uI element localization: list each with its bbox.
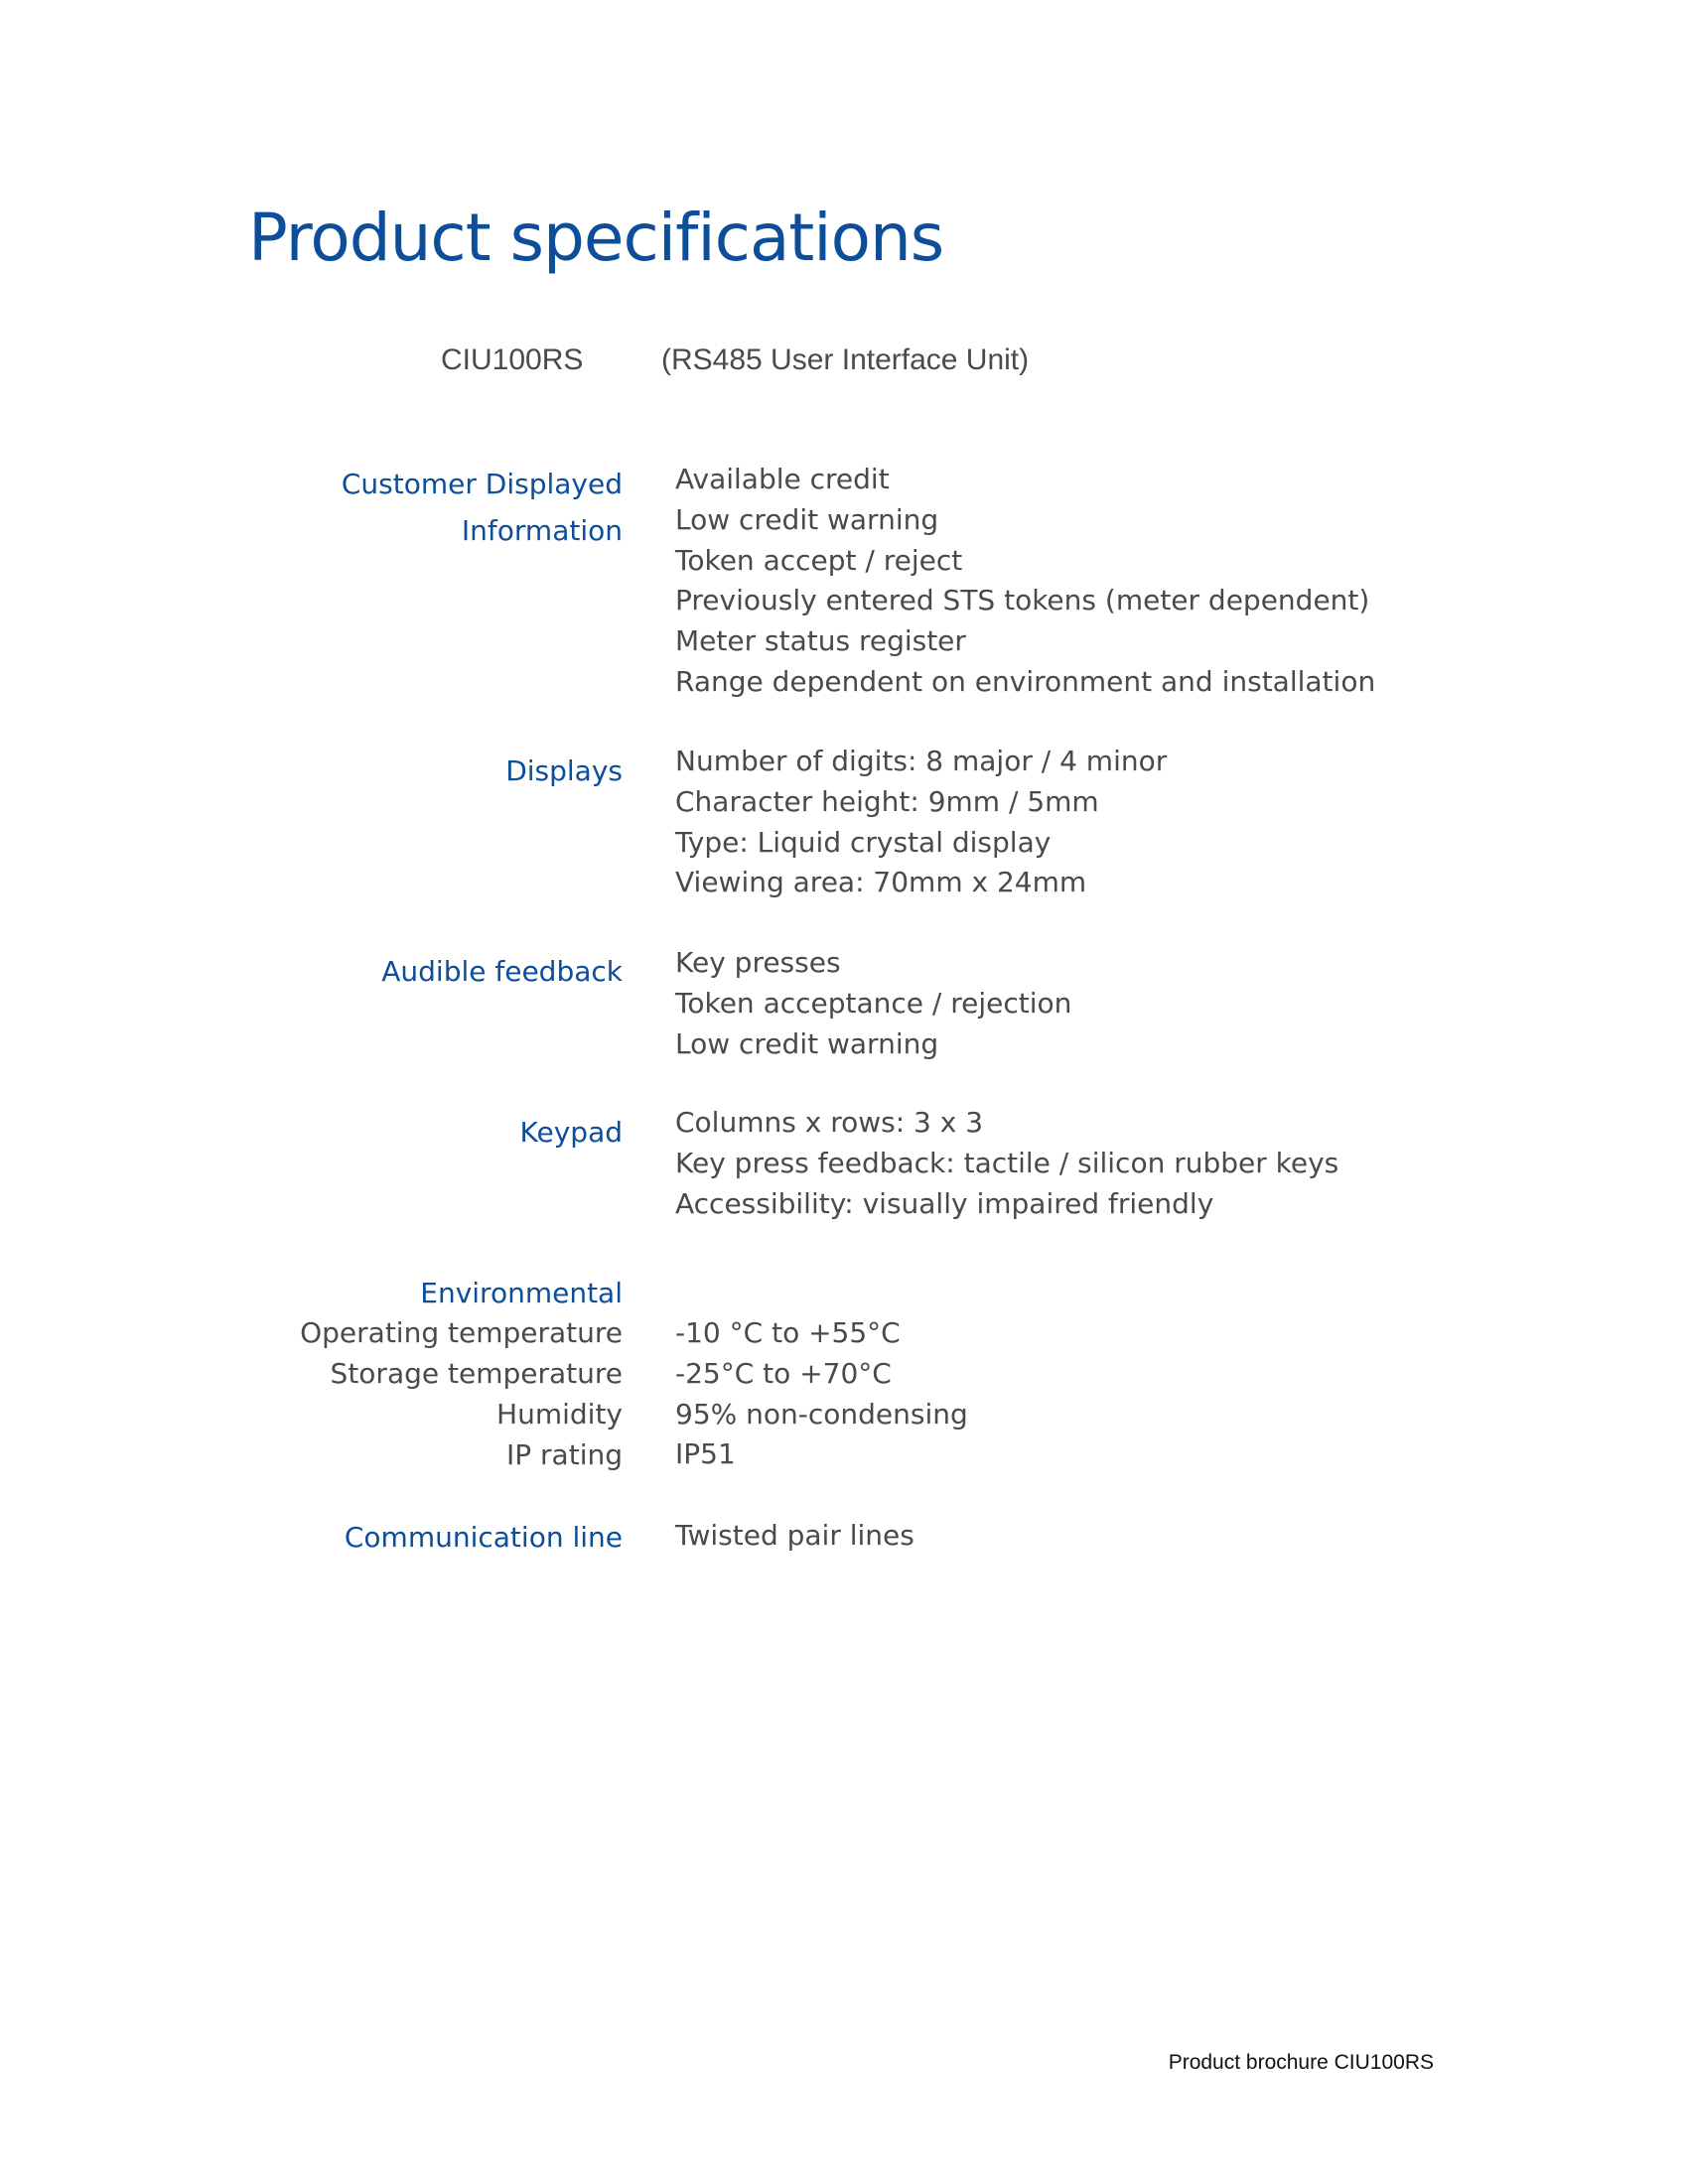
audible-feedback-value: Key presses [675,946,841,979]
displays-value: Number of digits: 8 major / 4 minor [675,745,1168,777]
displays-value: Character height: 9mm / 5mm [675,784,1099,818]
audible-feedback-value: Token acceptance / rejection [675,986,1072,1020]
storage-temperature-value: -25°C to +70°C [675,1356,892,1390]
communication-line-values [675,1516,914,1557]
communication-line-label: Communication line [344,1521,623,1554]
customer-info-value: Previously entered STS tokens (meter dependent) [675,584,1370,617]
storage-temperature-label: Storage temperature [330,1357,623,1390]
environmental-values [675,1313,968,1475]
customer-info-value: Available credit [675,463,890,495]
customer-info-value: Range dependent on environment and installation [675,664,1376,698]
audible-feedback-value: Low credit warning [675,1026,939,1060]
operating-temperature-label: Operating temperature [300,1316,623,1349]
customer-info-label-line1: Customer Displayed [341,468,623,500]
customer-info-value: Low credit warning [675,502,939,536]
displays-label: Displays [505,754,623,787]
model-code: CIU100RS [441,343,584,376]
humidity-value: 95% non-condensing [675,1397,968,1431]
audible-feedback-values [675,943,1071,1064]
keypad-value: Key press feedback: tactile / silicon rubber keys [675,1146,1339,1179]
displays-value: Viewing area: 70mm x 24mm [675,866,1087,899]
operating-temperature-value: -10 °C to +55°C [675,1316,901,1349]
keypad-value: Columns x rows: 3 x 3 [675,1106,984,1139]
customer-info-value: Meter status register [675,624,966,658]
displays-values [675,742,1167,903]
page-title: Product specifications [248,200,944,276]
ip-rating-value: IP51 [675,1437,736,1471]
humidity-label: Humidity [496,1398,623,1431]
customer-info-label-line2: Information [461,514,623,547]
customer-info-values [675,460,1375,703]
customer-info-value: Token accept / reject [675,543,963,577]
environmental-label: Environmental [420,1277,623,1309]
keypad-value: Accessibility: visually impaired friendly [675,1186,1214,1220]
communication-line-value: Twisted pair lines [675,1519,914,1552]
keypad-values [675,1103,1338,1224]
footer-text: Product brochure CIU100RS [1168,2051,1434,2074]
ip-rating-label: IP rating [506,1438,623,1471]
displays-value: Type: Liquid crystal display [675,825,1052,859]
audible-feedback-label: Audible feedback [381,955,623,988]
keypad-label: Keypad [519,1116,623,1149]
model-description: (RS485 User Interface Unit) [661,343,1030,376]
